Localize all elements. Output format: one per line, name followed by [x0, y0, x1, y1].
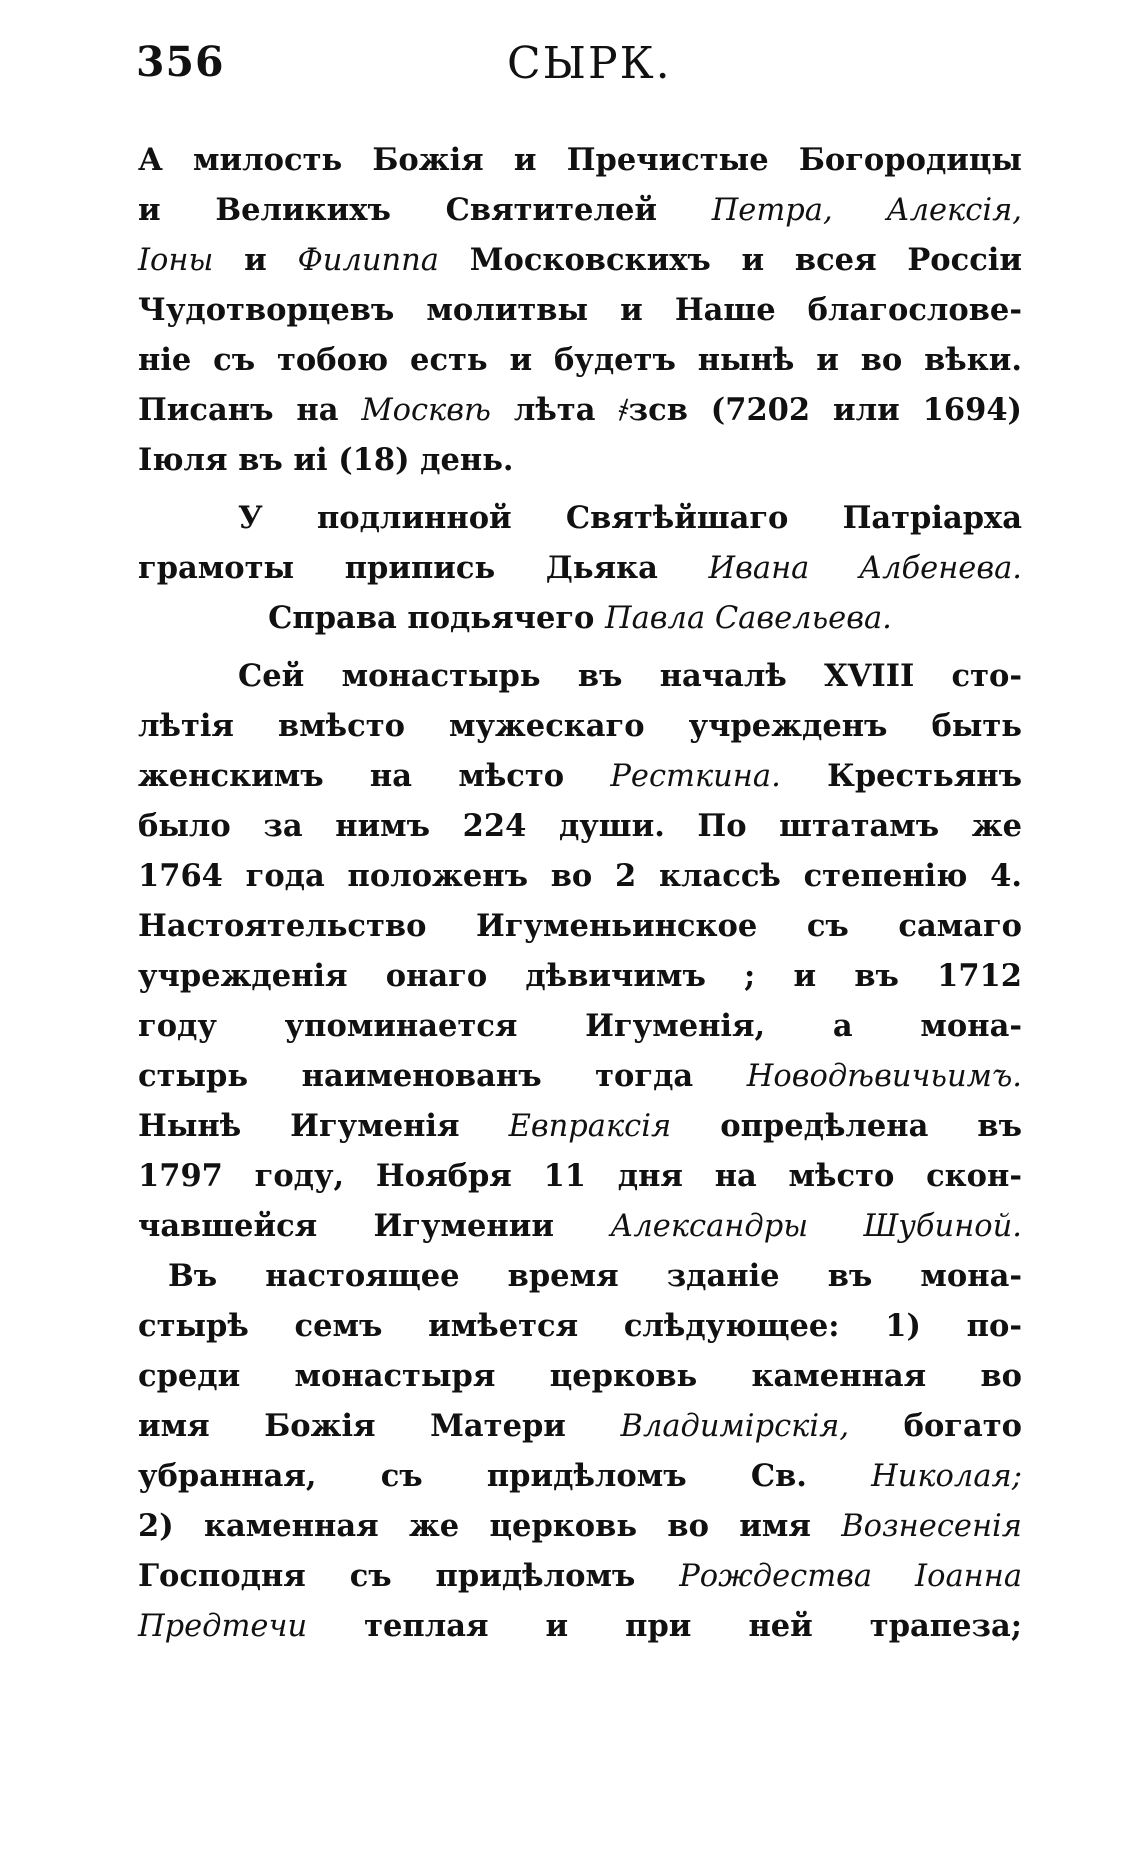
italic-name: Владимірскія,	[620, 1409, 850, 1444]
italic-name: Евпраксія	[508, 1109, 672, 1144]
text-line	[138, 1301, 1022, 1351]
text-line	[138, 751, 1022, 801]
italic-name: Петра, Алексія,	[711, 193, 1022, 228]
text-segment: имя Божія Матери	[138, 1408, 621, 1444]
text-segment: У подлинной Святѣйшаго Патріарха	[238, 500, 1022, 536]
text-segment: А милость Божія и Пречистые Богородицы	[138, 142, 1022, 178]
text-segment: грамоты припись Дьяка	[138, 550, 709, 586]
text-segment: 2) каменная же церковь во имя	[138, 1508, 842, 1544]
italic-name: Іоны	[138, 243, 214, 278]
text-segment: чавшейся Игумении	[138, 1208, 611, 1244]
text-line	[138, 1201, 1022, 1251]
text-line	[138, 1401, 1022, 1451]
text-segment: убранная, съ придѣломъ Св.	[138, 1458, 872, 1494]
page-number: 356	[136, 38, 225, 86]
text-segment: Нынѣ Игуменія	[138, 1108, 509, 1144]
italic-name: Александры Шубиной.	[610, 1209, 1022, 1244]
text-body	[138, 135, 1022, 1651]
text-segment: Іюля въ иі (18) день.	[138, 442, 514, 478]
italic-name: Москвѣ	[361, 393, 491, 428]
italic-name: Ресткина.	[610, 759, 781, 794]
text-line	[138, 901, 1022, 951]
text-segment: Писанъ на	[138, 392, 362, 428]
italic-name: Рождества Іоанна	[679, 1559, 1023, 1594]
text-segment: Настоятельство Игуменьинское съ самаго	[138, 908, 1022, 944]
text-line	[138, 1051, 1022, 1101]
italic-name: Новодѣвичьимъ.	[746, 1059, 1022, 1094]
text-line	[138, 801, 1022, 851]
text-line	[138, 951, 1022, 1001]
page-header	[132, 38, 1032, 98]
text-segment: и	[213, 242, 298, 278]
text-line	[138, 335, 1022, 385]
text-line	[138, 651, 1022, 701]
text-line	[138, 135, 1022, 185]
italic-name: Ивана Албенева.	[708, 551, 1022, 586]
text-line	[138, 543, 1022, 593]
text-segment: Въ настоящее время зданіе въ мона-	[168, 1258, 1022, 1294]
text-line	[138, 185, 1022, 235]
text-segment: опредѣлена въ	[671, 1108, 1022, 1144]
text-line	[138, 1251, 1022, 1301]
text-line	[138, 385, 1022, 435]
text-line	[138, 1551, 1022, 1601]
text-line	[138, 435, 1022, 485]
text-line	[138, 285, 1022, 335]
italic-name: Николая;	[871, 1459, 1022, 1494]
text-line	[138, 1501, 1022, 1551]
text-segment: стырь наименованъ тогда	[138, 1058, 747, 1094]
text-segment: теплая и при ней трапеза;	[307, 1608, 1022, 1644]
text-line	[138, 1351, 1022, 1401]
text-segment: стырѣ семъ имѣется слѣдующее: 1) по-	[138, 1308, 1022, 1344]
italic-name: Павла Савельева.	[605, 601, 892, 636]
text-line	[138, 1101, 1022, 1151]
text-line	[138, 1601, 1022, 1651]
text-segment: лѣтія вмѣсто мужескаго учрежденъ быть	[138, 708, 1022, 744]
text-segment: было за нимъ 224 души. По штатамъ же	[138, 808, 1022, 844]
text-segment: женскимъ на мѣсто	[138, 758, 611, 794]
text-segment: Сей монастырь въ началѣ XVIII сто-	[238, 658, 1022, 694]
text-line	[138, 235, 1022, 285]
italic-name: Филиппа	[297, 243, 439, 278]
text-segment: Крестьянъ	[780, 758, 1022, 794]
italic-name: Вознесенія	[841, 1509, 1022, 1544]
text-line	[138, 1001, 1022, 1051]
text-segment: 1797 году, Ноября 11 дня на мѣсто скон-	[138, 1158, 1022, 1194]
text-line	[138, 701, 1022, 751]
running-head: СЫРК.	[507, 38, 672, 89]
text-segment: среди монастыря церковь каменная во	[138, 1358, 1022, 1394]
text-segment: Господня съ придѣломъ	[138, 1558, 680, 1594]
text-segment: Московскихъ и всея Россіи	[438, 242, 1022, 278]
text-line	[138, 493, 1022, 543]
text-segment: ніе съ тобою есть и будетъ нынѣ и во вѣки.	[138, 342, 1022, 378]
text-line	[138, 1451, 1022, 1501]
text-segment: и Великихъ Святителей	[138, 192, 712, 228]
italic-name: Предтечи	[138, 1609, 308, 1644]
text-segment: учрежденія онаго дѣвичимъ ; и въ 1712	[138, 958, 1022, 994]
text-line	[138, 1151, 1022, 1201]
text-segment: богато	[849, 1408, 1023, 1444]
text-segment: году упоминается Игуменія, а мона-	[138, 1008, 1022, 1044]
text-segment: Чудотворцевъ молитвы и Наше благослове-	[138, 292, 1022, 328]
text-line	[138, 851, 1022, 901]
text-segment: 1764 года положенъ во 2 классѣ степенію 4.	[138, 858, 1022, 894]
text-segment: Справа подьячего	[268, 600, 605, 636]
text-segment: лѣта ҂зсв (7202 или 1694)	[490, 392, 1022, 428]
text-line	[138, 593, 1022, 643]
